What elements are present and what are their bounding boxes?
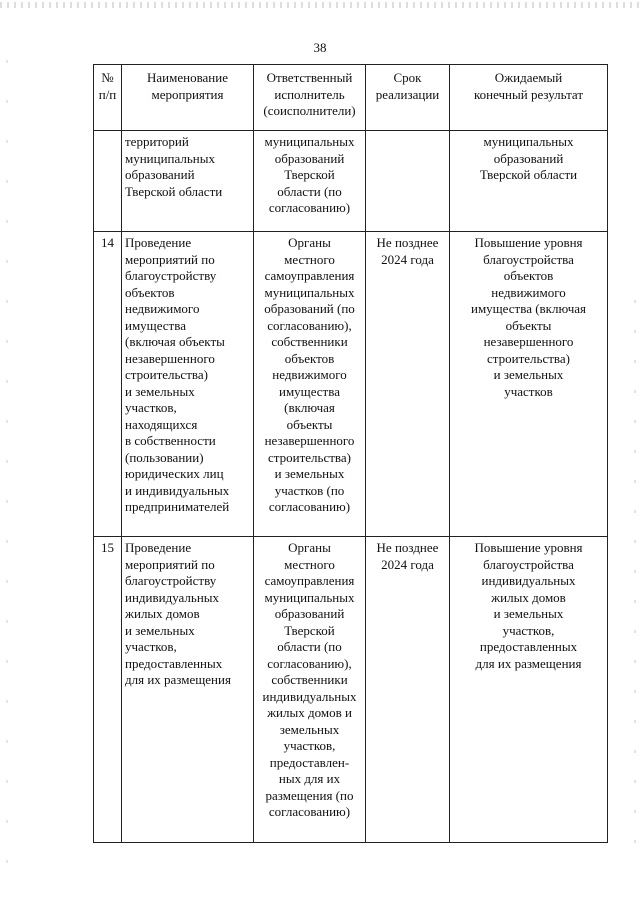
text-line: строительства) (268, 449, 351, 465)
text-line: в собственности (125, 433, 216, 448)
text-line: жилых домов и (267, 705, 352, 720)
table-row (94, 131, 608, 232)
text-line: незавершенного (125, 350, 215, 366)
responsible-executor (254, 537, 366, 843)
text-line: образований (274, 150, 345, 166)
text-line: мероприятий по (125, 556, 215, 572)
text-line: предоставлен- (269, 754, 350, 770)
text-line: недвижимого (125, 301, 200, 316)
responsible-executor (254, 232, 366, 537)
page-number: 38 (313, 40, 327, 55)
text-line: незавершенного (264, 433, 355, 448)
text-line: индивидуальных (262, 688, 357, 704)
text-line: и земельных (125, 622, 195, 638)
implementation-term (366, 131, 450, 232)
text-line: области (по (277, 639, 342, 654)
text-line: объектов (503, 268, 554, 283)
text-line: Не позднее (376, 540, 439, 555)
scan-artifact-right (634, 300, 636, 860)
text-line: 2024 года (381, 251, 434, 267)
text-line: Повышение уровня (474, 540, 583, 555)
text-line: (соисполнители) (263, 103, 356, 118)
text-line: участков (504, 383, 553, 399)
text-line: Проведение (125, 540, 192, 555)
text-line: образований (274, 606, 345, 621)
text-line: Органы (288, 540, 331, 555)
text-line: для их размещения (475, 655, 582, 671)
text-line: Тверской области (479, 167, 578, 182)
table-row (94, 537, 608, 843)
text-line: реализации (375, 86, 440, 102)
text-line: строительства) (487, 350, 570, 366)
text-line: Повышение уровня (474, 235, 583, 250)
text-line: благоустройства (483, 251, 574, 267)
text-line: Проведение (125, 235, 192, 250)
expected-result (450, 537, 608, 843)
text-line: участков (по (274, 482, 345, 498)
text-line: образований (по (264, 301, 355, 316)
text-line: и земельных (493, 606, 564, 621)
measure-name (122, 131, 254, 232)
text-line: предпринимателей (125, 499, 230, 514)
text-line: местного (284, 251, 335, 267)
measure-name (122, 537, 254, 843)
text-line: благоустройству (125, 268, 217, 283)
table-header-row (94, 65, 608, 131)
text-line: согласованию), (267, 655, 352, 671)
text-line: Ответственный (266, 70, 353, 85)
text-line: имущества (включая (470, 301, 586, 316)
text-line: объекты (286, 416, 333, 432)
text-line: области (по (277, 183, 342, 199)
text-line: Срок (393, 70, 422, 85)
text-line: недвижимого (491, 284, 566, 300)
text-line: п/п (98, 86, 117, 102)
text-line: жилых домов (491, 589, 566, 605)
measure-name (122, 232, 254, 537)
text-line: и земельных (274, 466, 345, 481)
text-line: имущества (125, 317, 186, 333)
text-line: согласованию) (268, 200, 351, 215)
text-line: ных для их (278, 771, 341, 786)
text-line: благоустройству (125, 573, 217, 588)
row-number (94, 131, 122, 232)
text-line: Тверской (284, 622, 335, 638)
header-num (94, 65, 122, 131)
text-line: муниципальных (483, 134, 574, 149)
text-line: собственники (271, 672, 348, 687)
text-line: территорий (125, 134, 189, 149)
text-line: № (101, 70, 114, 85)
expected-result (450, 131, 608, 232)
row-number: 15 (94, 537, 122, 843)
text-line: индивидуальных (481, 573, 576, 588)
text-line: для их размещения (125, 672, 231, 687)
text-line: объекты (505, 317, 552, 333)
text-line: и индивидуальных (125, 482, 230, 498)
responsible-executor (254, 131, 366, 232)
text-line: местного (284, 556, 335, 572)
text-line: имущества (279, 383, 340, 399)
scan-artifact-left (6, 60, 8, 880)
text-line: участков, (125, 639, 177, 654)
measures-table (93, 64, 608, 843)
header-executor (254, 65, 366, 131)
text-line: объектов (125, 284, 175, 300)
text-line: Органы (288, 235, 331, 250)
text-line: незавершенного (483, 334, 574, 349)
text-line: строительства) (125, 367, 208, 382)
row-number: 14 (94, 232, 122, 537)
text-line: Тверской области (125, 183, 223, 199)
text-line: конечный результат (473, 86, 584, 102)
text-line: Не позднее (376, 235, 439, 250)
text-line: предоставленных (479, 639, 578, 654)
text-line: участков, (125, 400, 177, 415)
text-line: предоставленных (125, 655, 223, 671)
text-line: самоуправления (264, 268, 355, 283)
implementation-term (366, 537, 450, 843)
text-line: муниципальных (264, 589, 355, 605)
text-line: и земельных (125, 383, 195, 399)
text-line: муниципальных (264, 284, 355, 300)
text-line: находящихся (125, 416, 198, 432)
text-line: объектов (284, 350, 335, 366)
text-line: недвижимого (272, 367, 347, 382)
text-line: земельных (279, 721, 340, 737)
text-line: муниципальных (125, 150, 216, 166)
text-line: собственники (271, 334, 348, 349)
scan-artifact-top (0, 2, 640, 8)
text-line: (включая (284, 400, 335, 415)
text-line: мероприятий по (125, 251, 215, 267)
text-line: жилых домов (125, 606, 200, 621)
text-line: образований (125, 167, 195, 182)
expected-result (450, 232, 608, 537)
text-line: исполнитель (274, 86, 345, 102)
text-line: и земельных (493, 367, 564, 382)
header-term (366, 65, 450, 131)
text-line: участков, (283, 738, 336, 753)
text-line: (включая объекты (125, 334, 225, 349)
text-line: Тверской (284, 167, 335, 182)
implementation-term (366, 232, 450, 537)
text-line: согласованию) (268, 499, 351, 514)
text-line: участков, (502, 622, 555, 638)
text-line: благоустройства (483, 556, 574, 572)
text-line: согласованию) (268, 804, 351, 819)
text-line: муниципальных (264, 134, 355, 149)
text-line: согласованию), (267, 317, 352, 333)
text-line: мероприятия (151, 86, 224, 102)
header-name (122, 65, 254, 131)
text-line: Ожидаемый (494, 70, 563, 85)
text-line: образований (493, 150, 564, 166)
text-line: юридических лиц (125, 466, 224, 481)
text-line: индивидуальных (125, 589, 220, 605)
header-result (450, 65, 608, 131)
text-line: размещения (по (265, 787, 354, 803)
text-line: самоуправления (264, 573, 355, 588)
text-line: 2024 года (381, 556, 434, 572)
text-line: (пользовании) (125, 449, 204, 465)
text-line: Наименование (147, 70, 228, 85)
table-row (94, 232, 608, 537)
